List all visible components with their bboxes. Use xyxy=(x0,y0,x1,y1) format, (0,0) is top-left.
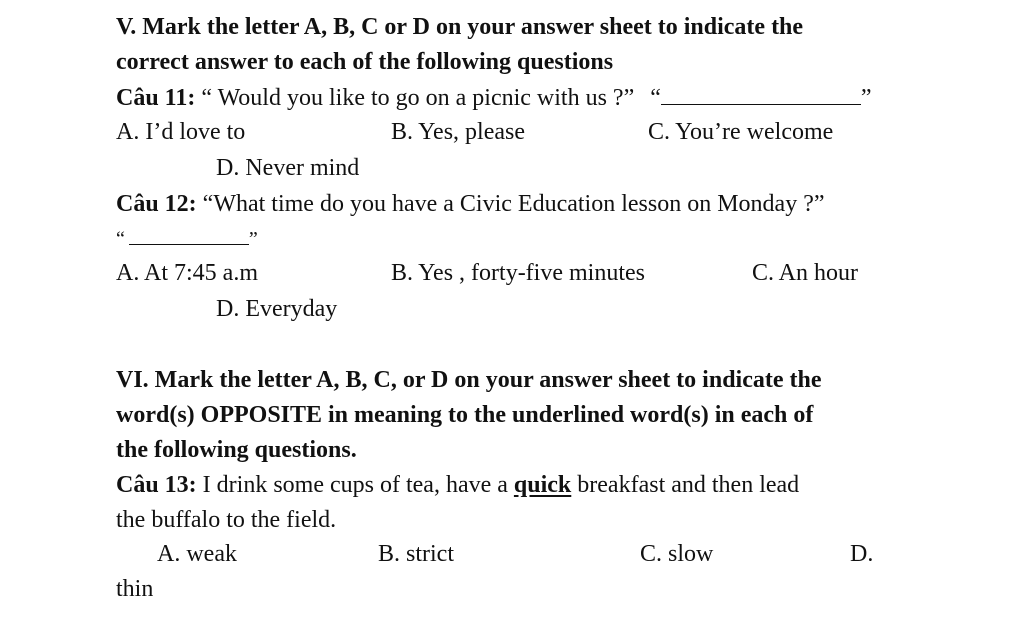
question-12-option-d: D. Everyday xyxy=(216,296,338,322)
question-13-option-d: D. xyxy=(850,541,874,567)
question-11-option-b: B. Yes, please xyxy=(391,119,526,145)
question-12-option-b: B. Yes , forty-five minutes xyxy=(391,260,645,286)
question-12-prompt: “What time do you have a Civic Education lesson on Monday ?” xyxy=(202,191,825,217)
question-13-option-d-text: thin xyxy=(116,576,154,602)
question-11-option-d: D. Never mind xyxy=(216,155,360,181)
question-13-text-before: I drink some cups of tea, have a xyxy=(196,472,514,498)
question-13-underlined-word: quick xyxy=(513,472,572,498)
question-12-label: Câu 12: xyxy=(116,191,197,217)
section-vi-heading-line-3: the following questions. xyxy=(116,437,357,463)
question-13-label: Câu 13: xyxy=(116,472,197,498)
question-12 xyxy=(116,189,825,219)
question-12-option-c: C. An hour xyxy=(752,260,859,286)
question-11-prompt: “ Would you like to go on a picnic with us ?” xyxy=(201,85,635,111)
question-13-option-c: C. slow xyxy=(640,541,714,567)
question-13-option-a: A. weak xyxy=(157,541,237,567)
section-v-heading-line-2: correct answer to each of the following questions xyxy=(116,49,614,75)
question-11-close-quote: ” xyxy=(860,85,872,111)
question-12-close-quote: ” xyxy=(248,228,258,250)
question-13-text-after: breakfast and then lead xyxy=(571,472,800,498)
question-11-option-a: A. I’d love to xyxy=(116,119,246,145)
question-11-label: Câu 11: xyxy=(116,85,196,111)
question-11 xyxy=(116,82,872,113)
section-v-heading-line-1: V. Mark the letter A, B, C or D on your answer sheet to indicate the xyxy=(116,14,804,40)
question-12-answer-line xyxy=(116,222,258,254)
question-12-option-a: A. At 7:45 a.m xyxy=(116,260,258,286)
question-11-option-c: C. You’re welcome xyxy=(648,119,834,145)
question-11-answer-blank xyxy=(661,82,861,105)
question-12-answer-blank xyxy=(129,222,249,245)
question-13-line-2: the buffalo to the field. xyxy=(116,507,337,533)
section-vi-heading-line-1: VI. Mark the letter A, B, C, or D on your answer sheet to indicate the xyxy=(116,367,822,393)
section-vi-heading-line-2: word(s) OPPOSITE in meaning to the underlined word(s) in each of xyxy=(116,402,814,428)
question-13-option-b: B. strict xyxy=(378,541,454,567)
question-13 xyxy=(116,470,799,500)
question-11-open-quote: “ xyxy=(650,85,661,111)
question-12-open-quote: “ xyxy=(116,228,125,250)
